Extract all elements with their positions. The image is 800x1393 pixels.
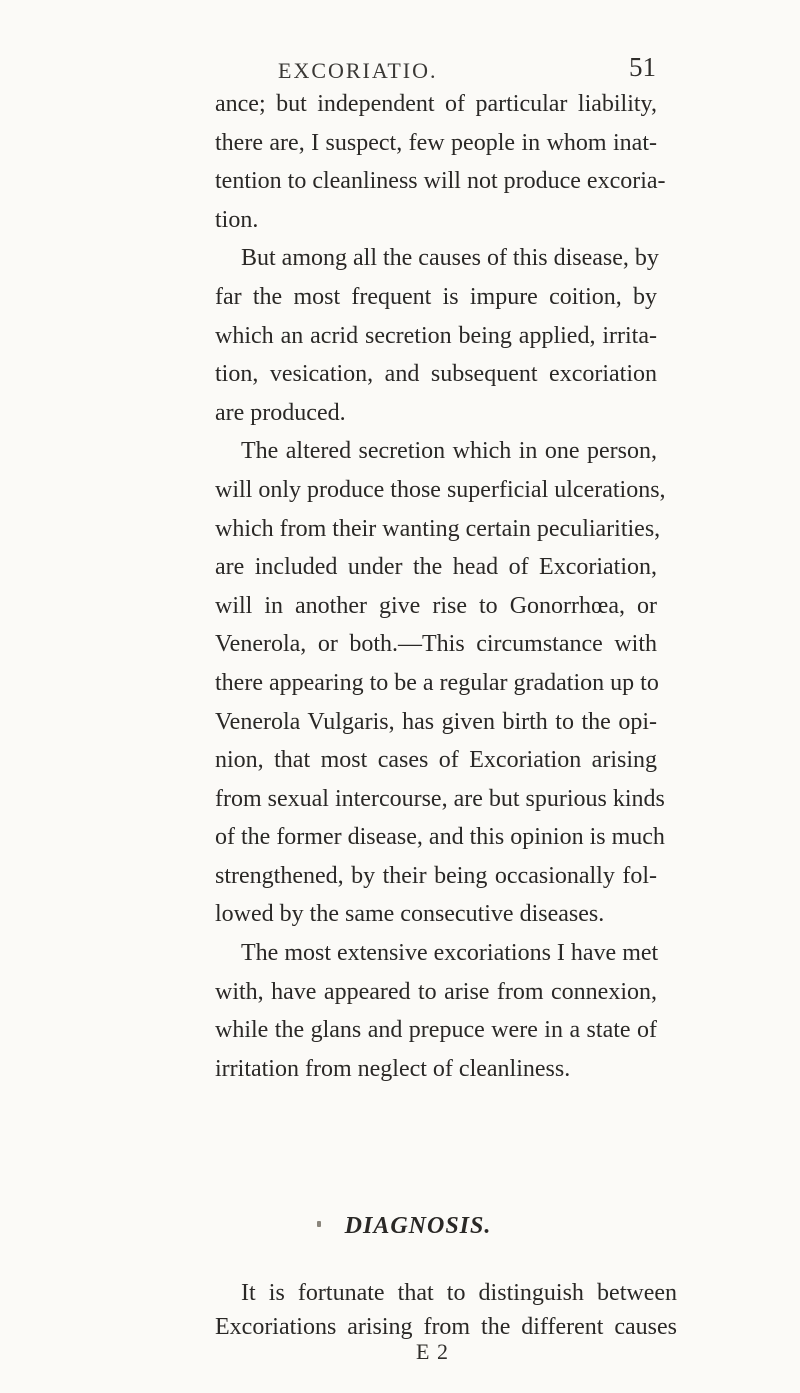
- text-line: are included under the head of Excoriation,: [215, 554, 657, 581]
- text-line: It is fortunate that to distinguish between: [241, 1280, 677, 1306]
- text-line: with, have appeared to arise from connexion,: [215, 978, 657, 1005]
- text-line: nion, that most cases of Excoriation arising: [215, 747, 657, 774]
- text-line: The most extensive excoriations I have met: [241, 940, 659, 967]
- text-line: irritation from neglect of cleanliness.: [215, 1055, 571, 1082]
- text-line: of the former disease, and this opinion is much: [215, 824, 665, 851]
- text-line: will only produce those superficial ulcerations,: [215, 476, 666, 503]
- section-text: [215, 1276, 677, 1344]
- section-heading: DIAGNOSIS.: [344, 1213, 492, 1239]
- text-line: ance; but independent of particular liability,: [215, 91, 657, 117]
- text-line: But among all the causes of this disease, by: [241, 245, 659, 272]
- text-line: far the most frequent is impure coition, by: [215, 283, 657, 310]
- text-line: Venerola Vulgaris, has given birth to the opi-: [215, 708, 657, 735]
- text-line: tion, vesication, and subsequent excoriation: [215, 361, 657, 388]
- text-line: Venerola, or both.—This circumstance with: [215, 631, 657, 658]
- body-text: [215, 85, 666, 1088]
- text-line: while the glans and prepuce were in a state of: [215, 1017, 657, 1044]
- running-head: EXCORIATIO.: [278, 58, 438, 83]
- text-line: strengthened, by their being occasionally fol-: [215, 862, 657, 889]
- page-number: 51: [629, 52, 656, 82]
- text-line: tion.: [215, 206, 259, 233]
- text-line: there are, I suspect, few people in whom inat-: [215, 129, 657, 156]
- text-line: which from their wanting certain peculiarities,: [215, 515, 661, 542]
- text-line: tention to cleanliness will not produce excoria-: [215, 168, 666, 195]
- text-line: there appearing to be a regular gradation up to: [215, 669, 659, 696]
- text-line: from sexual intercourse, are but spurious kinds: [215, 785, 665, 812]
- text-line: will in another give rise to Gonorrhœa, or: [215, 592, 657, 619]
- text-line: Excoriations arising from the different causes: [215, 1314, 677, 1340]
- text-line: are produced.: [215, 399, 346, 426]
- text-line: lowed by the same consecutive diseases.: [215, 901, 605, 928]
- text-line: which an acrid secretion being applied, irrita-: [215, 322, 657, 349]
- signature-mark: E 2: [416, 1339, 449, 1364]
- text-line: The altered secretion which in one person,: [241, 438, 657, 465]
